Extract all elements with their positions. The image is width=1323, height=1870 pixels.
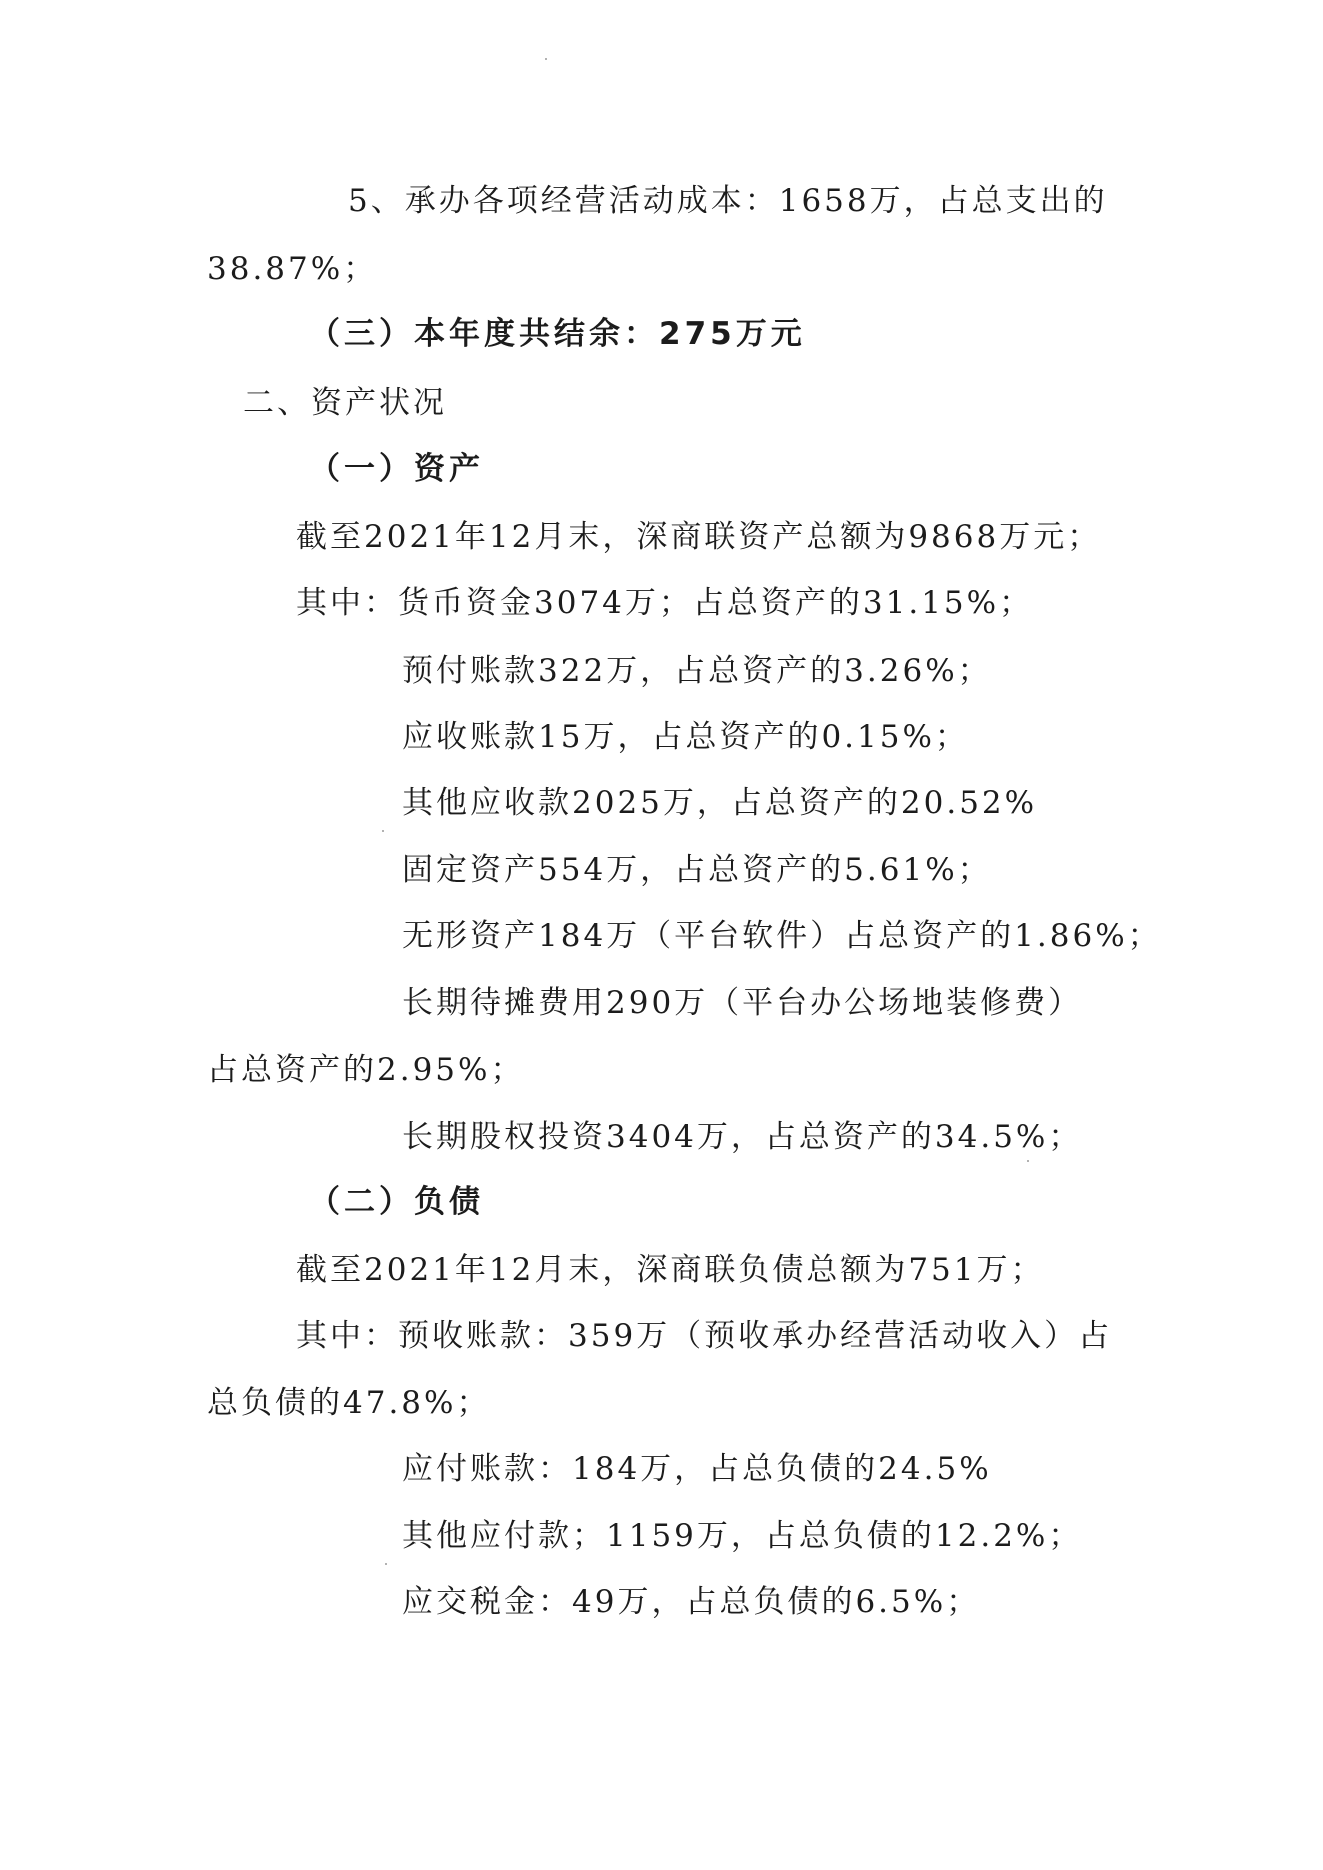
heading-annual-surplus: （三）本年度共结余：275万元 [309,316,806,352]
scan-speck [385,1563,387,1565]
scan-speck [382,830,384,832]
asset-item-deferred-expenses: 长期待摊费用290万（平台办公场地装修费） [402,985,1083,1021]
liability-item-payables: 应付账款：184万，占总负债的24.5% [402,1451,992,1487]
heading-assets: （一）资产 [309,451,484,487]
scan-speck [545,58,547,60]
paragraph-operating-cost-cont: 38.87%； [207,251,378,287]
liability-item-advance-receipts-cont: 总负债的47.8%； [207,1385,491,1421]
liability-item-taxes-payable: 应交税金：49万，占总负债的6.5%； [402,1584,981,1620]
paragraph-operating-cost: 5、承办各项经营活动成本：1658万，占总支出的 [348,183,1108,219]
asset-item-equity-investment: 长期股权投资3404万，占总资产的34.5%； [402,1119,1083,1155]
asset-item-fixed-assets: 固定资产554万，占总资产的5.61%； [402,852,992,888]
asset-item-prepayments: 预付账款322万，占总资产的3.26%； [402,653,992,689]
asset-item-other-receivables: 其他应收款2025万，占总资产的20.52% [402,785,1038,821]
asset-item-cash: 其中：货币资金3074万；占总资产的31.15%； [296,585,1034,621]
asset-item-intangible-assets: 无形资产184万（平台软件）占总资产的1.86%； [402,918,1162,954]
scan-speck [1027,1160,1029,1162]
asset-item-receivables: 应收账款15万，占总资产的0.15%； [402,719,969,755]
paragraph-total-liabilities: 截至2021年12月末，深商联负债总额为751万； [296,1252,1045,1288]
heading-asset-status: 二、资产状况 [243,385,447,421]
heading-liabilities: （二）负债 [309,1184,484,1220]
liability-item-advance-receipts: 其中：预收账款：359万（预收承办经营活动收入）占 [296,1318,1113,1354]
paragraph-total-assets: 截至2021年12月末，深商联资产总额为9868万元； [296,519,1102,555]
asset-item-deferred-expenses-cont: 占总资产的2.95%； [207,1052,525,1088]
liability-item-other-payables: 其他应付款；1159万，占总负债的12.2%； [402,1518,1083,1554]
